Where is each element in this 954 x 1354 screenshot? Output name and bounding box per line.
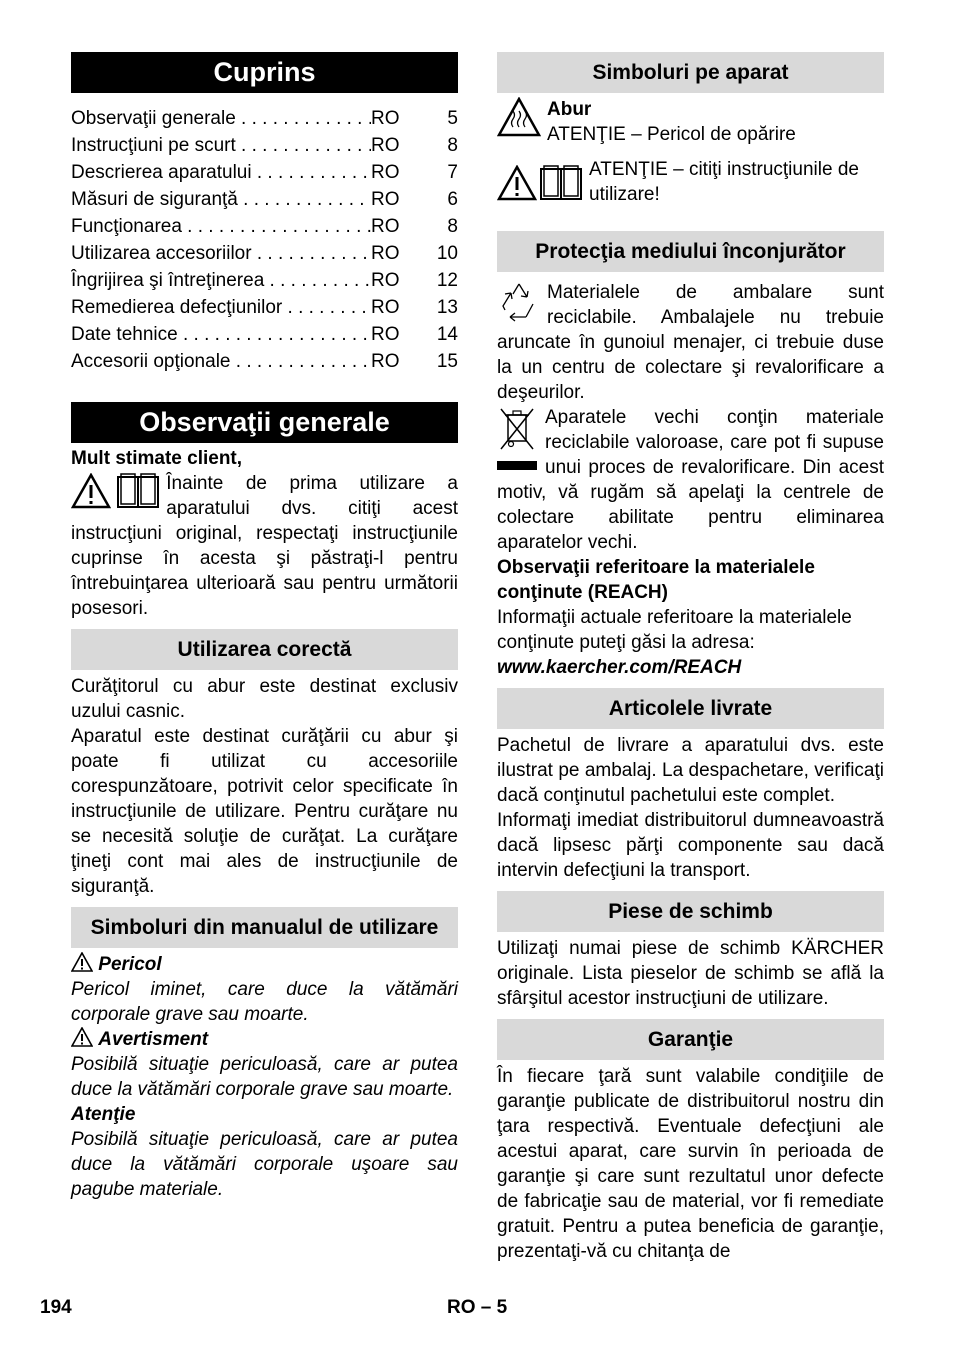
steam-text: ATENŢIE – Pericol de opărire [547,124,796,145]
environment-p1: Materialele de ambalare sunt reciclabile. Ambalajele nu trebuie aruncate în gunoiul menajer, ci trebuie duse la un centru de colectare şi revalorificare a deşeurilor. [497,282,884,403]
warning-read-manual-icons [71,473,160,509]
general-intro: Înainte de prima utilizare a aparatului dvs. citiţi acest instrucţiuni original, respectaţi instrucţiunile cuprinse în acesta şi păstraţi-l pentru întrebuinţarea ulterioară sau pentru următorii posesori. [71,473,458,619]
toc-entry-lang: RO [371,297,400,318]
toc-entry[interactable] [71,267,458,294]
toc-entry-title: Date tehnice . . . [71,321,371,348]
weee-symbol [497,405,539,475]
correct-use-heading: Utilizarea corectă [71,629,458,670]
steam-symbol-row [497,97,884,147]
toc-entry-title: Remedierea defecţiunilor . . . [71,294,371,321]
toc-entry-page: 8 [447,135,458,156]
page-number: 194 [40,1297,72,1318]
read-manual-icon [539,165,583,201]
toc-entry-lang: RO [371,108,400,129]
general-heading: Observaţii generale [71,402,458,443]
toc-entry-page: 5 [447,108,458,129]
recycling-icon [497,280,541,324]
toc-entry-page: 8 [447,216,458,237]
device-symbols-heading: Simboluri pe aparat [497,52,884,93]
toc-entry-lang: RO [371,162,400,183]
reach-text: Informaţii actuale referitoare la materialele conţinute puteţi găsi la adresa: [497,607,852,653]
steam-label: Abur [547,99,592,120]
toc-entry-title: Descrierea aparatului . . . [71,159,371,186]
toc-entry-lang: RO [371,135,400,156]
toc-entry-title: Observaţii generale . . . [71,105,371,132]
danger-label: Pericol [98,954,162,975]
crossed-bin-icon [497,405,537,451]
warning-text: Posibilă situaţie periculoasă, care ar putea duce la vătămări corporale grave sau moarte. [71,1054,458,1100]
reach-link[interactable]: www.kaercher.com/REACH [497,657,742,678]
toc-entry-title: Funcţionarea . . . [71,213,371,240]
toc-entry-lang: RO [371,351,400,372]
delivery-p1: Pachetul de livrare a aparatului dvs. este ilustrat pe ambalaj. La despachetare, verificaţi dacă conţinutul pachetului este complet. [497,735,884,806]
warning-label: Avertisment [98,1029,209,1050]
warning-triangle-icon [497,165,537,201]
environment-p2: Aparatele vechi conţin materiale reciclabile valoroase, care pot fi supuse unui proces de revalorificare. Din acest motiv, vă rugăm să apelaţi la centrele de colectare abilitate pentru eliminarea aparatelor vechi. [497,407,884,553]
toc-entry-title: Accesorii opţionale . . . [71,348,371,375]
toc-entry-page: 12 [436,270,458,291]
right-column [497,52,884,1264]
toc-entry[interactable] [71,132,458,159]
toc-entry-lang: RO [371,189,400,210]
toc-entry-title: Instrucţiuni pe scurt . . . [71,132,371,159]
warning-triangle-icon [71,1027,93,1047]
warranty-p1: În fiecare ţară sunt valabile condiţiile de garanţie publicate de distribuitorul nostru din ţara respectivă. Eventuale defecţiuni ale acestui aparat, care survin în perioada de garanţie şi care sunt rezultatul unor defecte de fabricaţie sau de material, vor fi remediate gratuit. Pentru a putea beneficia de garanţie, prezentaţi-vă cu chitanţa de [497,1066,884,1262]
warning-label-row [71,1027,458,1052]
toc-entry-page: 6 [447,189,458,210]
toc-entry[interactable] [71,240,458,267]
delivery-p2: Informaţi imediat distribuitorul dumneavoastră dacă lipsesc părţi componente sau dacă intervin defecţiuni la transport. [497,810,884,881]
toc-entry[interactable] [71,294,458,321]
toc-entry-page: 15 [436,351,458,372]
warning-triangle-icon [71,473,111,509]
danger-triangle-icon [71,952,93,972]
toc-entry-lang: RO [371,270,400,291]
toc-entry-page: 13 [436,297,458,318]
manual-symbols-heading: Simboluri din manualul de utilizare [71,907,458,948]
toc-entry-page: 14 [436,324,458,345]
toc-entry[interactable] [71,105,458,132]
toc-entry-title: Utilizarea accesoriilor . . . [71,240,371,267]
toc-entry-page: 10 [436,243,458,264]
caution-text: Posibilă situaţie periculoasă, care ar putea duce la vătămări corporale uşoare sau pagube materiale. [71,1129,458,1200]
danger-label-row [71,952,458,977]
toc-entry[interactable] [71,321,458,348]
toc-entry-lang: RO [371,243,400,264]
section-page: RO – 5 [447,1297,508,1318]
greeting: Mult stimate client, [71,448,243,469]
caution-label: Atenţie [71,1104,136,1125]
reach-title: Observaţii referitoare la materialele conţinute (REACH) [497,557,815,603]
correct-use-p2: Aparatul este destinat curăţării cu abur şi poate fi utilizat cu accesoriile corespunzătoare, potrivit celor specificate în instrucţiunile de utilizare. Pentru curăţare nu se necesită soluţie de curăţat. La curăţare ţineţi cont mai ales de instrucţiunile de siguranţă. [71,726,458,897]
warranty-heading: Garanţie [497,1019,884,1060]
read-manual-symbol-row [497,157,884,207]
delivery-heading: Articolele livrate [497,688,884,729]
toc-entry-lang: RO [371,216,400,237]
read-manual-text: ATENŢIE – citiţi instrucţiunile de utilizare! [589,159,859,205]
toc-entry[interactable] [71,348,458,375]
toc-entry[interactable] [71,213,458,240]
toc-list [71,105,458,375]
toc-entry[interactable] [71,159,458,186]
spare-parts-heading: Piese de schimb [497,891,884,932]
toc-entry[interactable] [71,186,458,213]
spare-parts-p1: Utilizaţi numai piese de schimb KÄRCHER originale. Lista pieselor de schimb se află la sfârşitul acestor instrucţiuni de utilizare. [497,938,884,1009]
weee-bar [497,461,537,470]
left-column [71,52,458,1202]
correct-use-p1: Curăţitorul cu abur este destinat exclusiv uzului casnic. [71,676,458,722]
toc-entry-lang: RO [371,324,400,345]
read-manual-icon [116,473,160,509]
environment-heading: Protecţia mediului înconjurător [497,231,884,272]
toc-entry-title: Îngrijirea şi întreţinerea . . . [71,267,371,294]
toc-heading: Cuprins [71,52,458,93]
toc-entry-title: Măsuri de siguranţă . . . [71,186,371,213]
toc-entry-page: 7 [447,162,458,183]
danger-text: Pericol iminet, care duce la vătămări corporale grave sau moarte. [71,979,458,1025]
hot-steam-warning-icon [497,97,541,137]
